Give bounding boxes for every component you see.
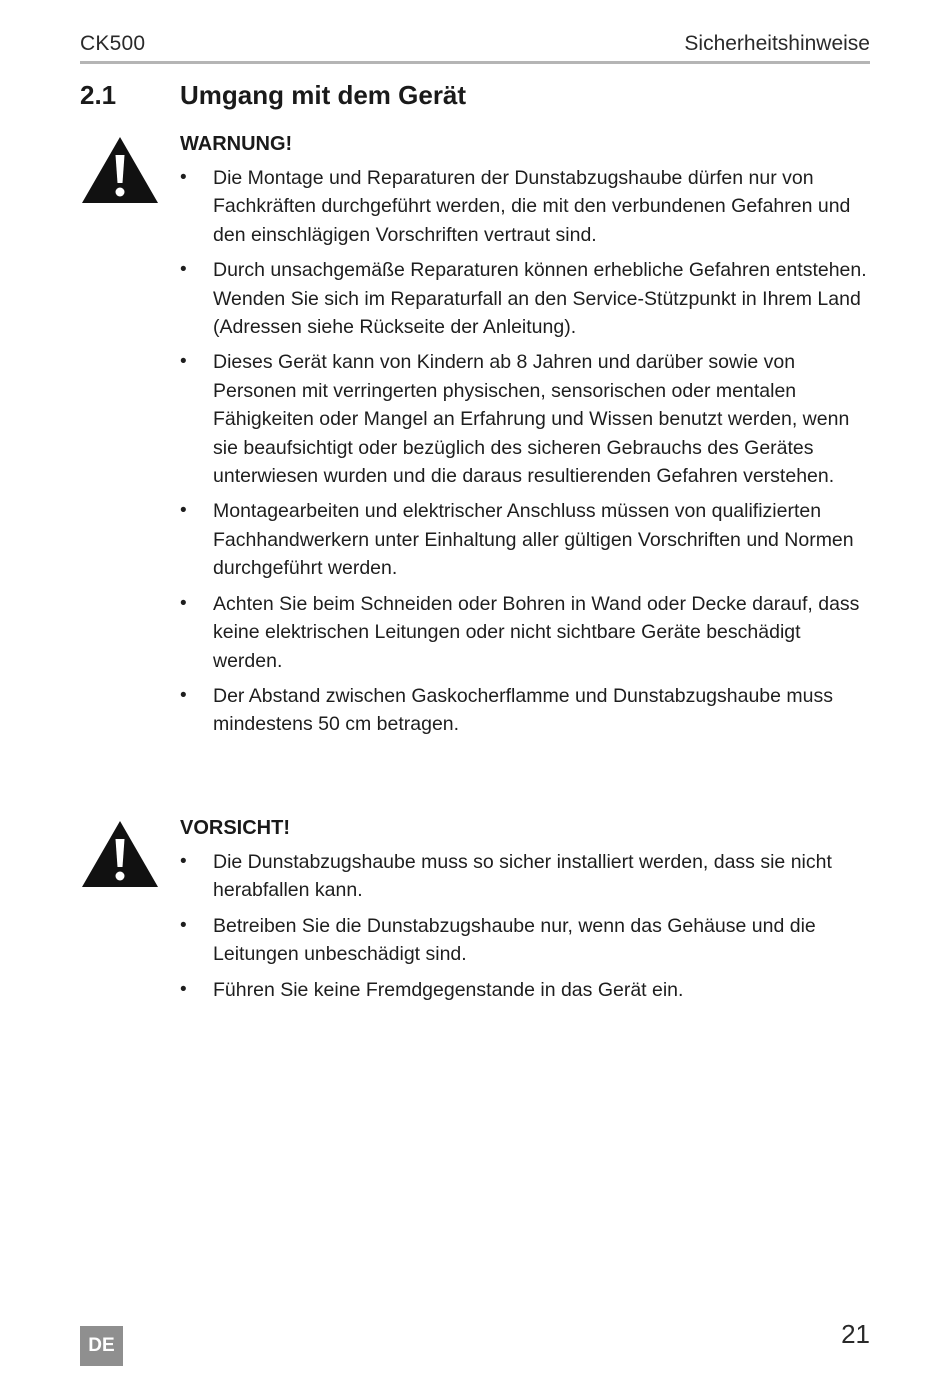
list-item bbox=[180, 497, 870, 582]
warning-list bbox=[180, 164, 870, 739]
list-item-text: Achten Sie beim Schneiden oder Bohren in Wand oder Decke darauf, dass keine elektrischen Leitungen oder nicht sichtbare Geräte beschädigt werden. bbox=[213, 592, 860, 672]
caution-list bbox=[180, 848, 870, 1004]
bullet: • bbox=[180, 167, 187, 188]
header-model: CK500 bbox=[80, 32, 146, 55]
list-item bbox=[180, 682, 870, 739]
list-item bbox=[180, 256, 870, 341]
warning-triangle-icon bbox=[80, 819, 160, 889]
list-item-text: Die Dunstabzugshaube muss so sicher installiert werden, dass sie nicht herabfallen kann. bbox=[213, 851, 832, 902]
bullet: • bbox=[180, 259, 187, 281]
list-item-text: Montagearbeiten und elektrischer Anschluss müssen von qualifizierten Fachhandwerkern unter Einhaltung aller gültigen Vorschriften und Normen durchgeführt werden. bbox=[213, 500, 854, 580]
bullet: • bbox=[180, 851, 187, 872]
caution-block bbox=[180, 814, 870, 1011]
bullet: • bbox=[180, 351, 187, 373]
caution-label: VORSICHT! bbox=[180, 817, 290, 839]
list-item-text: Führen Sie keine Fremdgegenstande in das Gerät ein. bbox=[213, 978, 684, 1001]
bullet: • bbox=[180, 914, 187, 936]
list-item bbox=[180, 848, 870, 905]
page-header bbox=[80, 30, 870, 62]
bullet: • bbox=[180, 978, 187, 1000]
list-item bbox=[180, 590, 870, 675]
list-item bbox=[180, 912, 870, 969]
bullet: • bbox=[180, 684, 187, 706]
list-item-text: Die Montage und Reparaturen der Dunstabzugshaube dürfen nur von Fachkräften durchgeführt werden, die mit den verbundenen Gefahren und den einschlägigen Vorschriften vertraut sind. bbox=[213, 167, 851, 246]
list-item-text: Betreiben Sie die Dunstabzugshaube nur, wenn das Gehäuse und die Leitungen unbeschädigt sind. bbox=[213, 914, 816, 966]
list-item bbox=[180, 348, 870, 490]
list-item-text: Dieses Gerät kann von Kindern ab 8 Jahren und darüber sowie von Personen mit verringerten physischen, sensorischen oder mentalen Fähigkeiten oder Mangel an Erfahrung und Wissen benutzt werden, wenn sie beaufsichtigt oder bezüglich des sicheren Gebrauchs des Gerätes unterwiesen wurden und die daraus resultierenden Gefahren verstehen. bbox=[213, 351, 850, 488]
page-number: 21 bbox=[841, 1319, 870, 1349]
warning-triangle-icon bbox=[80, 135, 160, 205]
list-item bbox=[180, 976, 870, 1004]
section-title: Umgang mit dem Gerät bbox=[180, 80, 467, 110]
header-divider bbox=[80, 61, 870, 64]
bullet: • bbox=[180, 500, 187, 522]
list-item-text: Durch unsachgemäße Reparaturen können erhebliche Gefahren entstehen. Wenden Sie sich im Reparaturfall an den Service-Stützpunkt in Ihrem Land (Adressen siehe Rückseite der Anleitung). bbox=[213, 259, 867, 339]
warning-block bbox=[180, 130, 870, 746]
warning-label: WARNUNG! bbox=[180, 133, 293, 155]
bullet: • bbox=[180, 592, 187, 614]
section-number: 2.1 bbox=[80, 80, 117, 110]
list-item bbox=[180, 164, 870, 249]
list-item-text: Der Abstand zwischen Gaskocherflamme und Dunstabzugshaube muss mindestens 50 cm betragen. bbox=[213, 684, 833, 736]
language-tag: DE bbox=[80, 1326, 123, 1366]
header-chapter: Sicherheitshinweise bbox=[684, 32, 870, 55]
